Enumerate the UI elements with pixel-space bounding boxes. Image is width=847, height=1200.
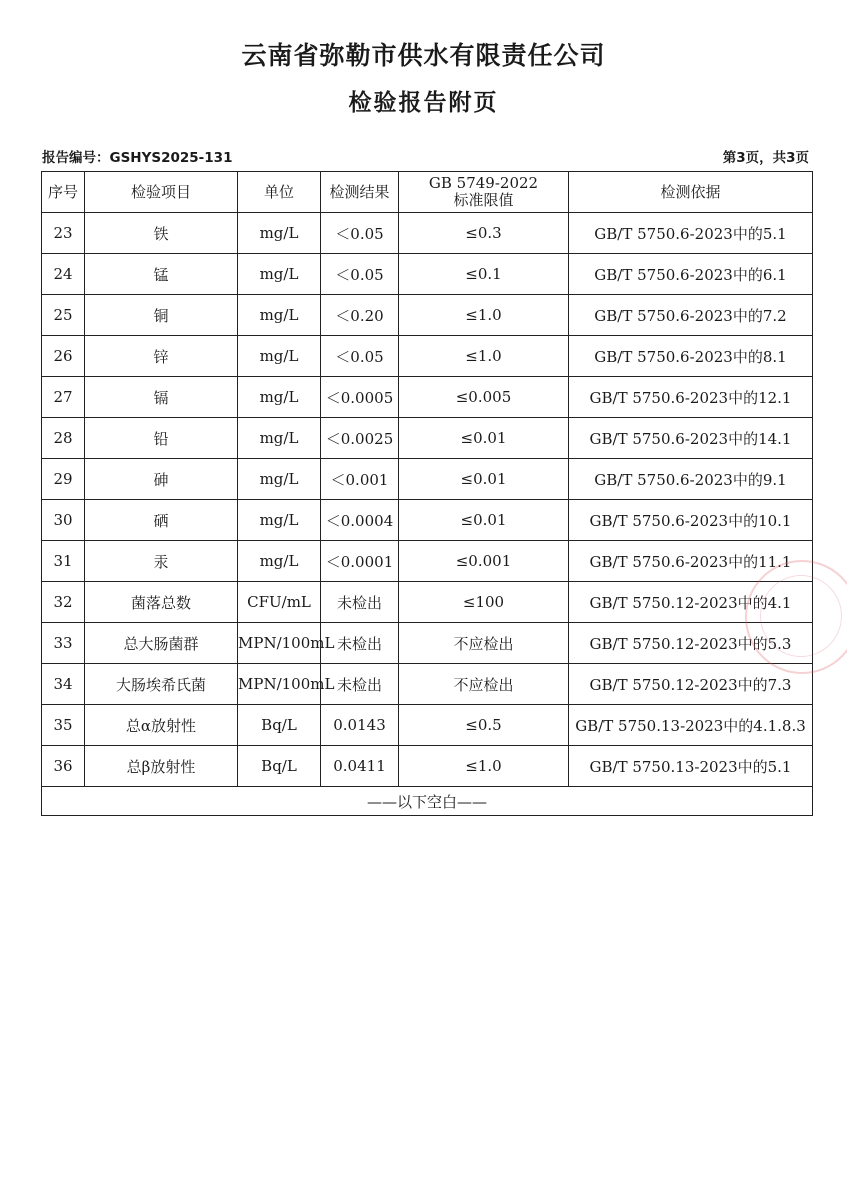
table-row <box>42 623 813 664</box>
row-item: 大肠埃希氏菌 <box>85 664 238 705</box>
header-seq: 序号 <box>42 172 85 213</box>
row-result: 未检出 <box>321 623 399 664</box>
row-result: ＜0.0001 <box>321 541 399 582</box>
row-result: 未检出 <box>321 664 399 705</box>
row-basis: GB/T 5750.6-2023中的14.1 <box>569 418 813 459</box>
row-unit: mg/L <box>238 541 321 582</box>
row-unit: mg/L <box>238 336 321 377</box>
table-row <box>42 336 813 377</box>
row-item: 砷 <box>85 459 238 500</box>
row-seq: 26 <box>42 336 85 377</box>
table-row <box>42 500 813 541</box>
row-unit: Bq/L <box>238 705 321 746</box>
row-unit: mg/L <box>238 500 321 541</box>
row-basis: GB/T 5750.12-2023中的7.3 <box>569 664 813 705</box>
row-seq: 34 <box>42 664 85 705</box>
row-item: 总大肠菌群 <box>85 623 238 664</box>
header-result: 检测结果 <box>321 172 399 213</box>
row-basis: GB/T 5750.13-2023中的5.1 <box>569 746 813 787</box>
table-row <box>42 459 813 500</box>
row-result: ＜0.0025 <box>321 418 399 459</box>
blank-below-note: ——以下空白—— <box>42 787 813 816</box>
table-footer-row <box>42 787 813 816</box>
row-unit: mg/L <box>238 459 321 500</box>
row-item: 菌落总数 <box>85 582 238 623</box>
row-standard: ≤0.01 <box>399 500 569 541</box>
row-standard: ≤1.0 <box>399 295 569 336</box>
row-seq: 33 <box>42 623 85 664</box>
header-item: 检验项目 <box>85 172 238 213</box>
row-basis: GB/T 5750.6-2023中的10.1 <box>569 500 813 541</box>
row-item: 铁 <box>85 213 238 254</box>
row-seq: 36 <box>42 746 85 787</box>
row-basis: GB/T 5750.6-2023中的6.1 <box>569 254 813 295</box>
company-title: 云南省弥勒市供水有限责任公司 <box>241 41 606 70</box>
report-subtitle: 检验报告附页 <box>348 90 499 116</box>
row-item: 硒 <box>85 500 238 541</box>
row-standard: ≤0.3 <box>399 213 569 254</box>
table-row <box>42 377 813 418</box>
row-seq: 23 <box>42 213 85 254</box>
row-item: 锌 <box>85 336 238 377</box>
row-seq: 25 <box>42 295 85 336</box>
row-result: ＜0.001 <box>321 459 399 500</box>
row-result: ＜0.05 <box>321 254 399 295</box>
row-basis: GB/T 5750.6-2023中的11.1 <box>569 541 813 582</box>
row-result: ＜0.05 <box>321 336 399 377</box>
header-unit: 单位 <box>238 172 321 213</box>
table-row <box>42 541 813 582</box>
table-row <box>42 705 813 746</box>
row-result: 0.0411 <box>321 746 399 787</box>
row-standard: 不应检出 <box>399 664 569 705</box>
row-basis: GB/T 5750.12-2023中的5.3 <box>569 623 813 664</box>
row-result: 未检出 <box>321 582 399 623</box>
row-seq: 28 <box>42 418 85 459</box>
row-seq: 24 <box>42 254 85 295</box>
row-standard: 不应检出 <box>399 623 569 664</box>
row-basis: GB/T 5750.13-2023中的4.1.8.3 <box>569 705 813 746</box>
row-unit: mg/L <box>238 213 321 254</box>
row-item: 锰 <box>85 254 238 295</box>
row-unit: CFU/mL <box>238 582 321 623</box>
row-standard: ≤0.01 <box>399 459 569 500</box>
table-row <box>42 295 813 336</box>
row-seq: 35 <box>42 705 85 746</box>
row-standard: ≤0.5 <box>399 705 569 746</box>
row-seq: 27 <box>42 377 85 418</box>
row-standard: ≤0.1 <box>399 254 569 295</box>
row-standard: ≤1.0 <box>399 746 569 787</box>
row-seq: 30 <box>42 500 85 541</box>
row-basis: GB/T 5750.6-2023中的5.1 <box>569 213 813 254</box>
row-seq: 29 <box>42 459 85 500</box>
row-item: 铅 <box>85 418 238 459</box>
header-basis: 检测依据 <box>569 172 813 213</box>
row-basis: GB/T 5750.12-2023中的4.1 <box>569 582 813 623</box>
row-item: 汞 <box>85 541 238 582</box>
row-basis: GB/T 5750.6-2023中的9.1 <box>569 459 813 500</box>
row-unit: mg/L <box>238 295 321 336</box>
test-results-table <box>41 171 813 816</box>
row-unit: mg/L <box>238 254 321 295</box>
table-header-row <box>42 172 813 213</box>
row-unit: MPN/100mL <box>238 664 321 705</box>
page-info: 第3页，共3页 <box>722 150 809 166</box>
table-row <box>42 418 813 459</box>
table-row <box>42 582 813 623</box>
row-unit: mg/L <box>238 418 321 459</box>
row-standard: ≤0.005 <box>399 377 569 418</box>
table-row <box>42 213 813 254</box>
row-seq: 31 <box>42 541 85 582</box>
table-row <box>42 746 813 787</box>
header-standard-label: 标准限值 <box>453 191 514 209</box>
table-row <box>42 664 813 705</box>
row-item: 总β放射性 <box>85 746 238 787</box>
report-number: 报告编号：GSHYS2025-131 <box>42 150 233 166</box>
row-item: 镉 <box>85 377 238 418</box>
row-unit: MPN/100mL <box>238 623 321 664</box>
row-result: ＜0.20 <box>321 295 399 336</box>
row-unit: mg/L <box>238 377 321 418</box>
header-standard-code: GB 5749-2022 <box>428 174 539 192</box>
table-row <box>42 254 813 295</box>
row-result: ＜0.0005 <box>321 377 399 418</box>
row-basis: GB/T 5750.6-2023中的8.1 <box>569 336 813 377</box>
row-result: ＜0.05 <box>321 213 399 254</box>
row-result: ＜0.0004 <box>321 500 399 541</box>
row-unit: Bq/L <box>238 746 321 787</box>
row-standard: ≤100 <box>399 582 569 623</box>
row-standard: ≤0.01 <box>399 418 569 459</box>
row-basis: GB/T 5750.6-2023中的7.2 <box>569 295 813 336</box>
header-standard <box>399 172 569 213</box>
row-basis: GB/T 5750.6-2023中的12.1 <box>569 377 813 418</box>
row-item: 总α放射性 <box>85 705 238 746</box>
row-standard: ≤0.001 <box>399 541 569 582</box>
row-item: 铜 <box>85 295 238 336</box>
row-seq: 32 <box>42 582 85 623</box>
row-standard: ≤1.0 <box>399 336 569 377</box>
row-result: 0.0143 <box>321 705 399 746</box>
